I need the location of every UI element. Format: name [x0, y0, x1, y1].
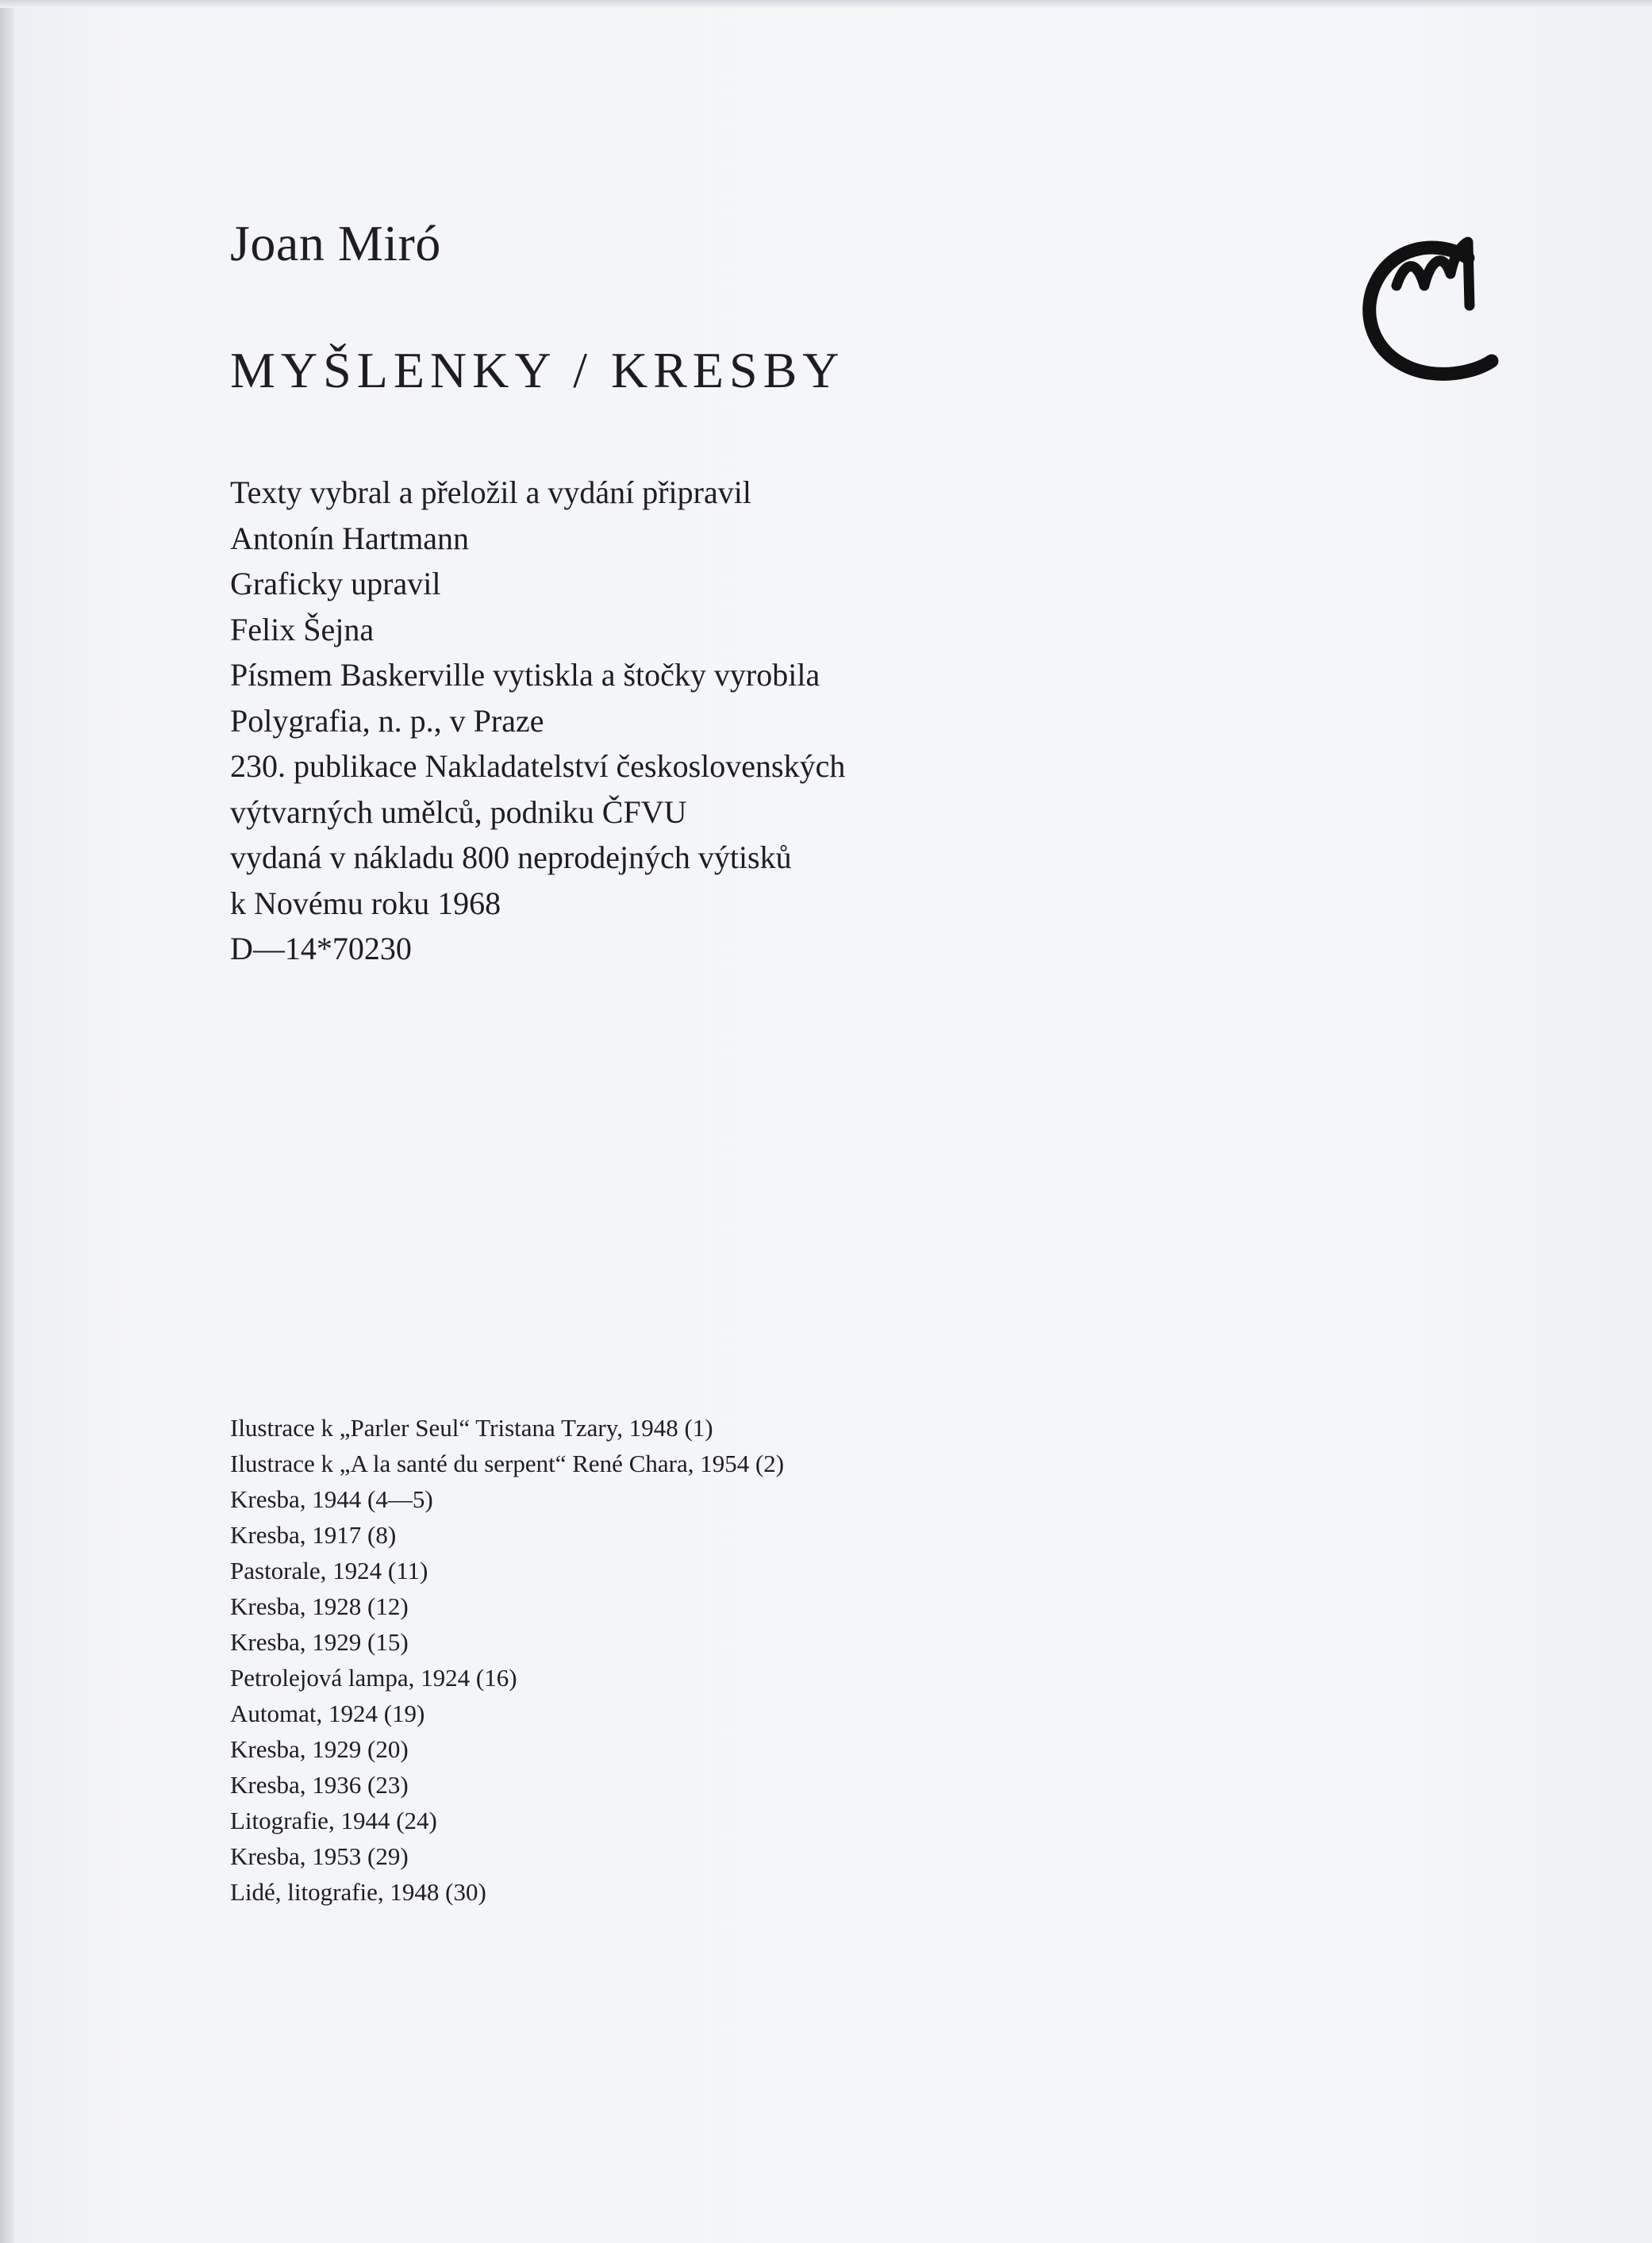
illustration-item: Petrolejová lampa, 1924 (16)	[230, 1664, 517, 1692]
illustration-item: Kresba, 1936 (23)	[230, 1771, 409, 1799]
credits-line: vydaná v nákladu 800 neprodejných výtisků	[230, 839, 792, 875]
credits-line: Graficky upravil	[230, 566, 441, 601]
book-title: MYŠLENKY / KRESBY	[230, 342, 845, 398]
credits-line: Antonín Hartmann	[230, 520, 470, 556]
illustration-item: Pastorale, 1924 (11)	[230, 1557, 428, 1584]
illustration-item: Ilustrace k „A la santé du serpent“ René Chara, 1954 (2)	[230, 1450, 785, 1477]
illustration-item: Kresba, 1928 (12)	[230, 1592, 409, 1620]
illustration-item: Kresba, 1929 (20)	[230, 1735, 409, 1763]
author-name: Joan Miró	[230, 215, 441, 271]
credits-line: D—14*70230	[230, 931, 412, 966]
miro-monogram-icon	[1349, 226, 1500, 385]
illustration-item: Lidé, litografie, 1948 (30)	[230, 1878, 486, 1906]
page-edge-shadow	[0, 0, 14, 2243]
credits-block	[230, 470, 1103, 972]
credits-line: k Novému roku 1968	[230, 885, 501, 921]
illustrations-list	[230, 1410, 1182, 1910]
illustration-item: Kresba, 1944 (4—5)	[230, 1485, 433, 1513]
credits-line: Písmem Baskerville vytiskla a štočky vyrobila	[230, 657, 820, 693]
illustration-item: Kresba, 1929 (15)	[230, 1628, 409, 1656]
credits-line: výtvarných umělců, podniku ČFVU	[230, 793, 687, 830]
illustration-item: Ilustrace k „Parler Seul“ Tristana Tzary, 1948 (1)	[230, 1414, 713, 1442]
page-top-edge	[0, 0, 1652, 8]
illustration-item: Kresba, 1917 (8)	[230, 1521, 397, 1549]
credits-line: Polygrafia, n. p., v Praze	[230, 702, 544, 739]
illustration-item: Automat, 1924 (19)	[230, 1700, 425, 1727]
credits-line: 230. publikace Nakladatelství československých	[230, 748, 846, 784]
illustration-item: Litografie, 1944 (24)	[230, 1807, 437, 1834]
credits-line: Texty vybral a přeložil a vydání připravil	[230, 474, 751, 510]
credits-line: Felix Šejna	[230, 611, 375, 647]
illustration-item: Kresba, 1953 (29)	[230, 1842, 409, 1870]
